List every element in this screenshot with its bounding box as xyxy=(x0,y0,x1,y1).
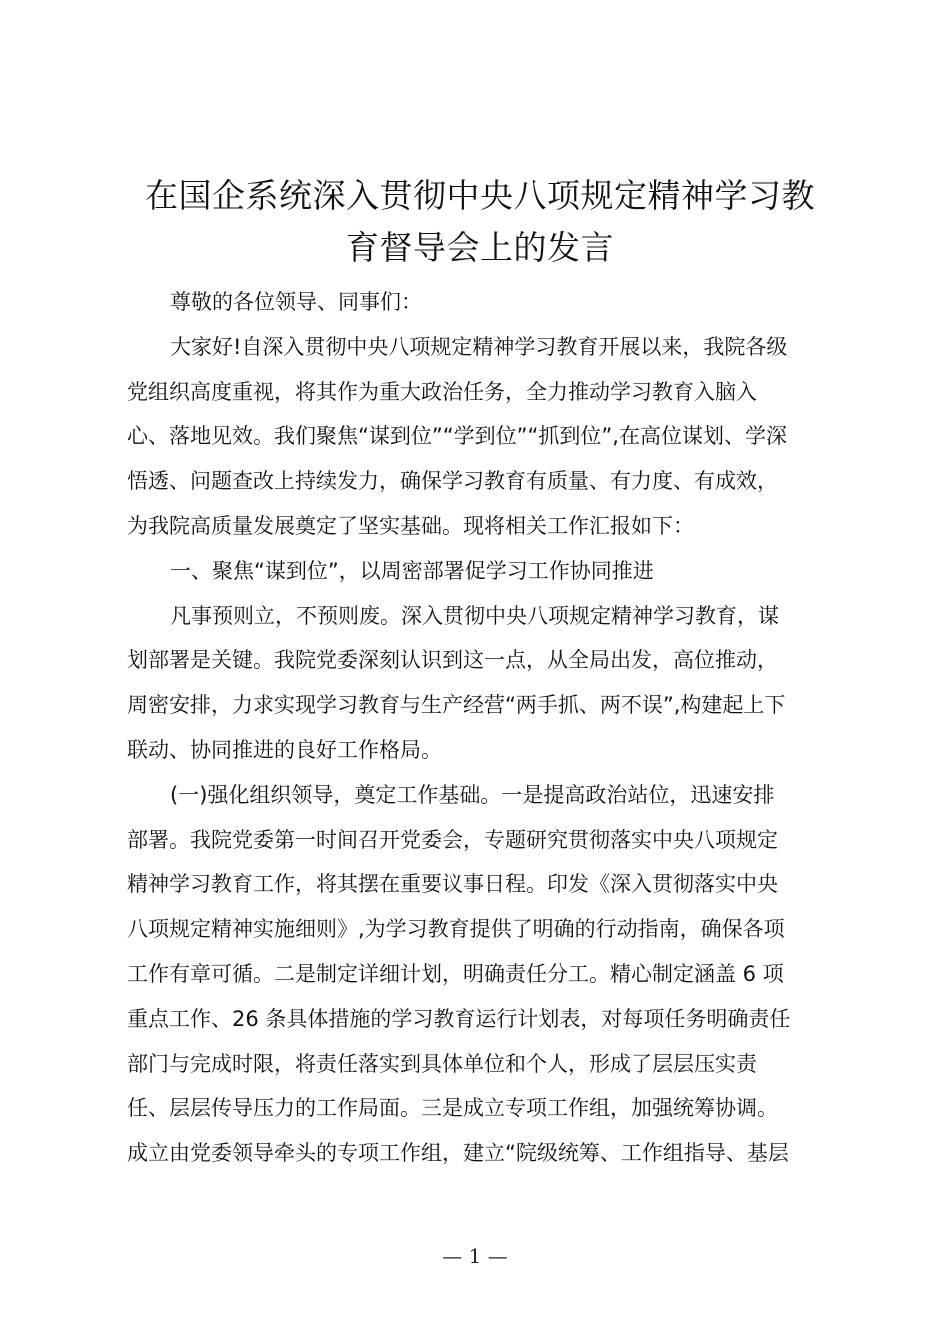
paragraph-line: 大家好!自深入贯彻中央八项规定精神学习教育开展以来，我院各级 xyxy=(170,334,788,359)
salutation-paragraph xyxy=(127,280,832,325)
paragraph-line: 尊敬的各位领导、同事们： xyxy=(170,290,422,314)
subsection-paragraph xyxy=(127,773,832,1176)
title-line: 育督导会上的发言 xyxy=(346,228,614,267)
paragraph-line: 部门与完成时限，将责任落实到具体单位和个人，形成了层层压实责 xyxy=(127,1051,757,1076)
paragraph-line: 心、落地见效。我们聚焦“谋到位”“学到位”“抓到位”,在高位谋划、学深 xyxy=(127,424,787,449)
paragraph-line: 工作有章可循。二是制定详细计划，明确责任分工。精心制定涵盖 6 项 xyxy=(127,961,784,986)
paragraph-line: 重点工作、26 条具体措施的学习教育运行计划表，对每项任务明确责任 xyxy=(127,1006,791,1031)
paragraph-line: (一)强化组织领导，奠定工作基础。一是提高政治站位，迅速安排 xyxy=(170,782,775,807)
paragraph-line: 划部署是关键。我院党委深刻认识到这一点，从全局出发，高位推动， xyxy=(127,648,778,673)
document-title xyxy=(110,170,850,274)
page-number: — 1 — xyxy=(442,1244,508,1268)
intro-paragraph xyxy=(127,325,832,549)
heading-line: 一、聚焦“谋到位”，以周密部署促学习工作协同推进 xyxy=(170,558,654,583)
section-heading xyxy=(127,549,832,594)
paragraph-line: 部署。我院党委第一时间召开党委会，专题研究贯彻落实中央八项规定 xyxy=(127,827,778,852)
paragraph-line: 成立由党委领导牵头的专项工作组，建立“院级统筹、工作组指导、基层 xyxy=(127,1141,789,1166)
paragraph-line: 凡事预则立，不预则废。深入贯彻中央八项规定精神学习教育，谋 xyxy=(170,603,779,628)
title-line: 在国企系统深入贯彻中央八项规定精神学习教 xyxy=(145,176,815,215)
paragraph-line: 联动、协同推进的良好工作格局。 xyxy=(127,737,442,762)
paragraph-line: 八项规定精神实施细则》,为学习教育提供了明确的行动指南，确保各项 xyxy=(127,917,785,942)
paragraph-line: 悟透、问题查改上持续发力，确保学习教育有质量、有力度、有成效， xyxy=(127,469,778,494)
section-paragraph xyxy=(127,594,832,773)
paragraph-line: 精神学习教育工作，将其摆在重要议事日程。印发《深入贯彻落实中央 xyxy=(127,872,778,897)
paragraph-line: 任、层层传导压力的工作局面。三是成立专项工作组，加强统筹协调。 xyxy=(127,1096,778,1121)
document-body xyxy=(127,280,832,1176)
paragraph-line: 党组织高度重视，将其作为重大政治任务，全力推动学习教育入脑入 xyxy=(127,379,757,404)
paragraph-line: 周密安排，力求实现学习教育与生产经营“两手抓、两不误”,构建起上下 xyxy=(127,693,786,718)
paragraph-line: 为我院高质量发展奠定了坚实基础。现将相关工作汇报如下： xyxy=(127,513,694,538)
